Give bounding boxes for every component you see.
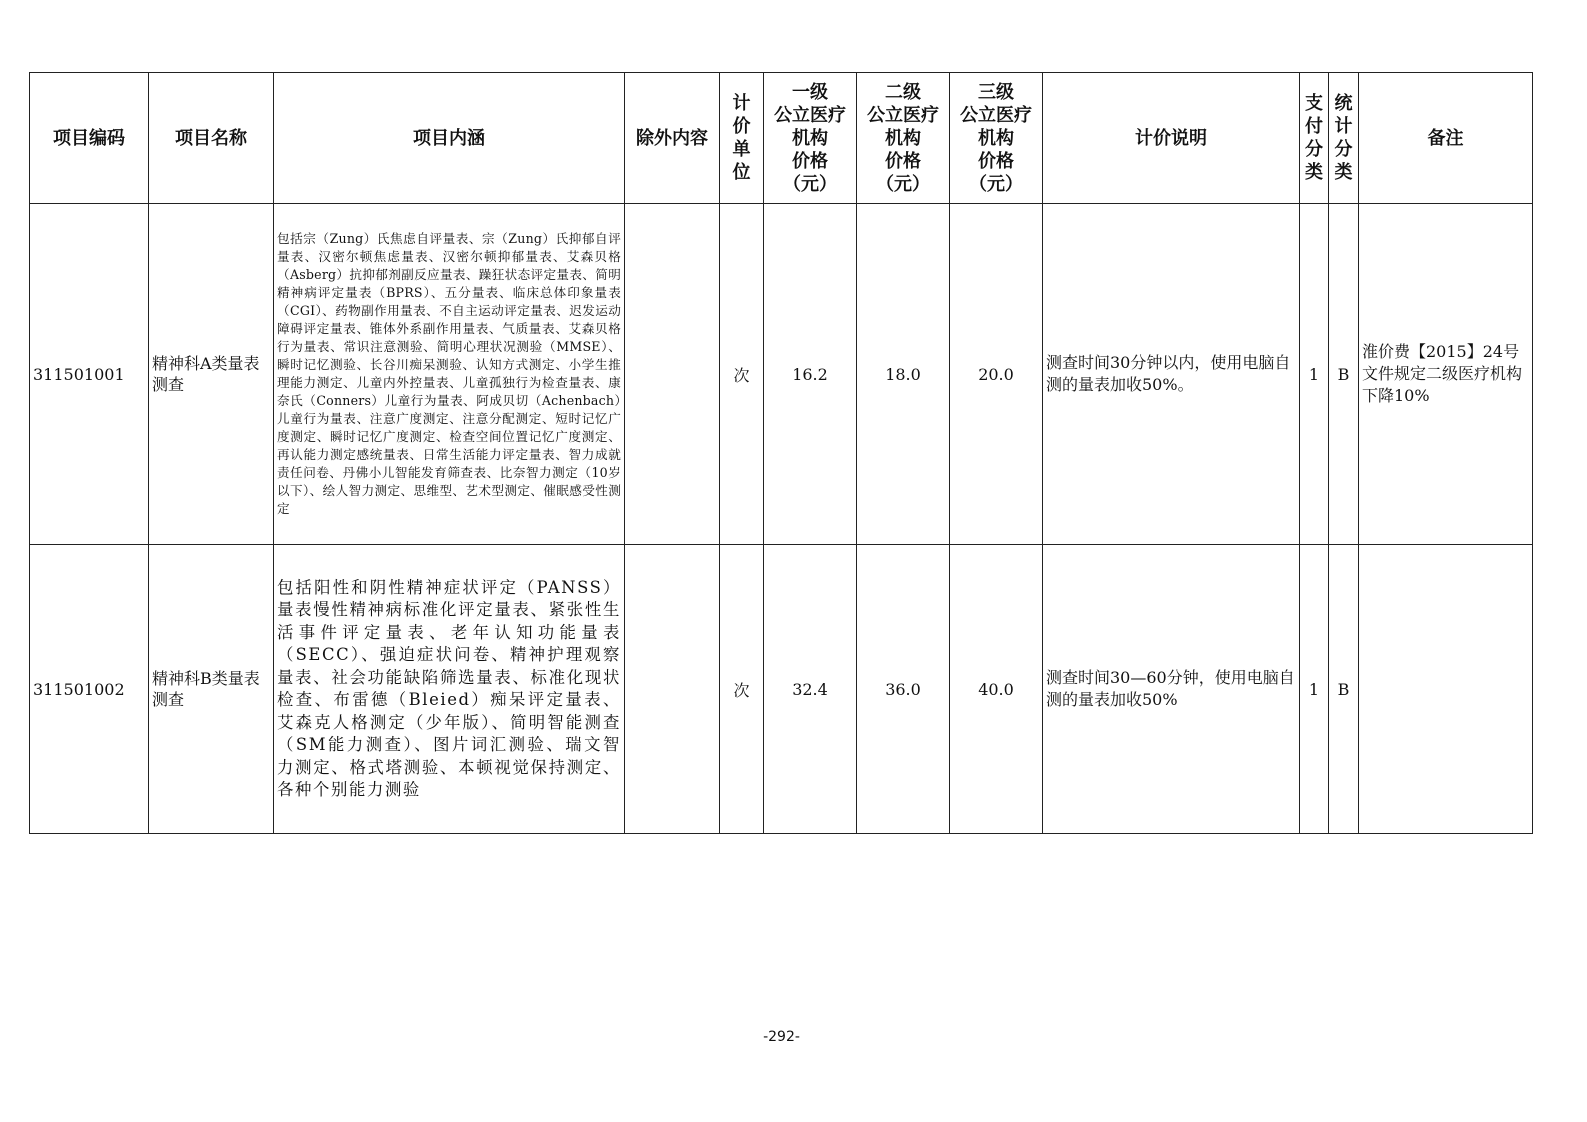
price-table [29, 72, 1533, 834]
cell-price3: 20.0 [950, 204, 1043, 545]
cell-exclusion [625, 204, 720, 545]
header-unit [720, 73, 764, 204]
header-code: 项目编码 [30, 73, 149, 204]
cell-unit: 次 [720, 204, 764, 545]
cell-pricing-note: 测查时间30—60分钟，使用电脑自测的量表加收50% [1043, 545, 1300, 834]
header-content: 项目内涵 [274, 73, 625, 204]
page-number: -292- [763, 1029, 800, 1045]
cell-content: 包括宗（Zung）氏焦虑自评量表、宗（Zung）氏抑郁自评量表、汉密尔顿焦虑量表、汉密尔顿抑郁量表、艾森贝格（Asberg）抗抑郁剂副反应量表、躁狂状态评定量表、简明精神病评定量表（BPRS）、五分量表、临床总体印象量表（CGI）、药物副作用量表、不自主运动评定量表、迟发运动障碍评定量表、锥体外系副作用量表、气质量表、艾森贝格行为量表、常识注意测验、简明心理状况测验（MMSE）、瞬时记忆测验、长谷川痴呆测验、认知方式测定、小学生推理能力测定、儿童内外控量表、儿童孤独行为检查量表、康奈氏（Conners）儿童行为量表、阿成贝切（Achenbach）儿童行为量表、注意广度测定、注意分配测定、短时记忆广度测定、瞬时记忆广度测定、检查空间位置记忆广度测定、再认能力测定感统量表、日常生活能力评定量表、智力成就责任问卷、丹佛小儿智能发育筛查表、比奈智力测定（10岁以下）、绘人智力测定、思维型、艺术型测定、催眠感受性测定 [274, 204, 625, 545]
header-exclusion: 除外内容 [625, 73, 720, 204]
cell-unit: 次 [720, 545, 764, 834]
header-payment-label: 支付分类 [1305, 93, 1323, 183]
header-price2: 二级 公立医疗 机构 价格 （元） [857, 73, 950, 204]
header-stat [1329, 73, 1359, 204]
table-row [30, 545, 1533, 834]
cell-content: 包括阳性和阴性精神症状评定（PANSS）量表慢性精神病标准化评定量表、紧张性生活事件评定量表、老年认知功能量表（SECC）、强迫症状问卷、精神护理观察量表、社会功能缺陷筛选量表、标准化现状检查、布雷德（Bleied）痴呆评定量表、艾森克人格测定（少年版）、简明智能测查（SM能力测查）、图片词汇测验、瑞文智力测定、格式塔测验、本顿视觉保持测定、各种个别能力测验 [274, 545, 625, 834]
cell-price1: 32.4 [764, 545, 857, 834]
cell-code: 311501001 [30, 204, 149, 545]
header-stat-label: 统计分类 [1334, 93, 1353, 183]
header-pricing-note: 计价说明 [1043, 73, 1300, 204]
cell-remarks [1359, 545, 1533, 834]
cell-code: 311501002 [30, 545, 149, 834]
cell-price2: 36.0 [857, 545, 950, 834]
cell-stat: B [1329, 545, 1359, 834]
cell-remarks: 淮价费【2015】24号文件规定二级医疗机构下降10% [1359, 204, 1533, 545]
cell-pricing-note: 测查时间30分钟以内，使用电脑自测的量表加收50%。 [1043, 204, 1300, 545]
cell-payment: 1 [1300, 545, 1329, 834]
header-unit-label: 计价单位 [732, 93, 751, 183]
cell-stat: B [1329, 204, 1359, 545]
cell-payment: 1 [1300, 204, 1329, 545]
header-price3: 三级 公立医疗 机构 价格 （元） [950, 73, 1043, 204]
header-remarks: 备注 [1359, 73, 1533, 204]
cell-price3: 40.0 [950, 545, 1043, 834]
cell-price2: 18.0 [857, 204, 950, 545]
header-name: 项目名称 [149, 73, 274, 204]
header-payment [1300, 73, 1329, 204]
cell-price1: 16.2 [764, 204, 857, 545]
cell-exclusion [625, 545, 720, 834]
cell-name: 精神科B类量表测查 [149, 545, 274, 834]
header-row [30, 73, 1533, 204]
table-row [30, 204, 1533, 545]
cell-name: 精神科A类量表测查 [149, 204, 274, 545]
header-price1: 一级 公立医疗 机构 价格 （元） [764, 73, 857, 204]
